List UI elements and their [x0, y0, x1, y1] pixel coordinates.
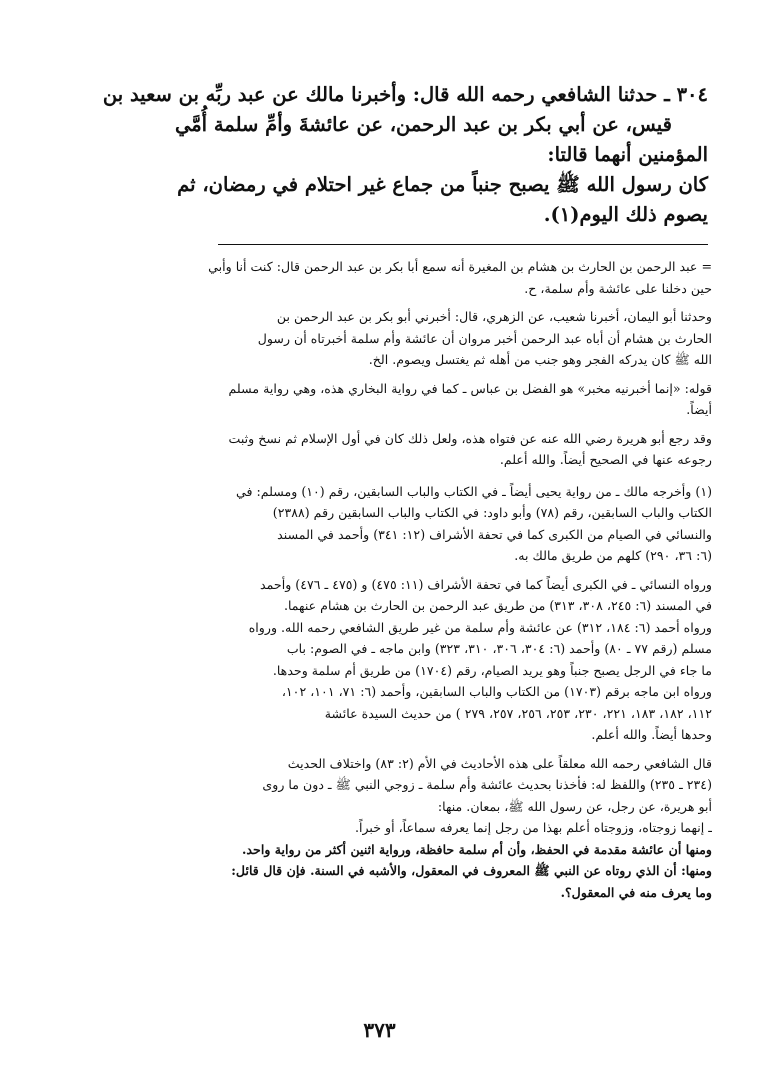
footnote-line: قوله: «إنما أخبرنيه مخبر» هو الفضل بن عباس ـ كما في رواية البخاري هذه، وهي رواية مسلم [228, 380, 712, 396]
footnote-line: أيضاً. [686, 402, 712, 417]
footnote-line: رجوعه عنها في الصحيح أيضاً. والله أعلم. [499, 452, 712, 467]
footnote-line: الكتاب والباب السابقين، رقم (٧٨) وأبو داود: في الكتاب والباب السابقين رقم (٢٣٨٨) [272, 505, 712, 520]
footnote-line: (٦: ٣٦، ٢٩٠) كلهم من طريق مالك به. [514, 548, 712, 563]
footnote-line: (١) وأخرجه مالك ـ من رواية يحيى أيضاً ـ في الكتاب والباب السابقين، رقم (١٠) ومسلم: في [235, 483, 712, 499]
hadith-line: المؤمنين أنهما قالتا: [547, 143, 708, 166]
footnote-line: ما جاء في الرجل يصبح جنباً وهو يريد الصيام، رقم (١٧٠٤) من طريق أم سلمة وحدها. [272, 662, 712, 678]
footnote-line: (٢٣٤ ـ ٢٣٥) واللفظ له: فأخذنا بحديث عائشة وأم سلمة ـ زوجي النبي ﷺ ـ دون ما روى [262, 777, 712, 792]
footnotes [84, 256, 712, 903]
footnote-line: أبو هريرة، عن رجل، عن رسول الله ﷺ، بمعان. منها: [437, 798, 712, 814]
footnote-line: ورواه أحمد (٦: ١٨٤، ٣١٢) عن عائشة وأم سلمة من غير طريق الشافعي رحمه الله. ورواه [248, 619, 712, 635]
hadith-line: قيس، عن أبي بكر بن عبد الرحمن، عن عائشةَ وأمِّ سلمة أُمَّي [174, 113, 672, 136]
footnote-line: قال الشافعي رحمه الله معلقاً على هذه الأحاديث في الأم (٢: ٨٣) واختلاف الحديث [287, 755, 712, 771]
footnote-line: والنسائي في الصيام من الكبرى كما في تحفة الأشراف (١٢: ٣٤١) وأحمد في المسند [277, 526, 712, 542]
footnote-line: وحدثنا أبو اليمان، أخبرنا شعيب، عن الزهري، قال: أخبرني أبو بكر بن عبد الرحمن بن [276, 309, 712, 324]
footnote-line: وقد رجع أبو هريرة رضي الله عنه عن فتواه هذه، ولعل ذلك كان في أول الإسلام ثم نسخ وثبت [228, 430, 712, 446]
footnote-line: وما يعرف منه في المعقول؟. [560, 884, 712, 900]
footnote-line: ١١٢، ١٨٢، ١٨٣، ٢٢١، ٢٣٠، ٢٥٣، ٢٥٦، ٢٥٧، ٢٧٩ ) من حديث السيدة عائشة [324, 705, 712, 721]
footnote-line: في المسند (٦: ٢٤٥، ٣٠٨، ٣١٣) من طريق عبد الرحمن بن الحارث بن هشام عنهما. [283, 598, 712, 613]
footnote-line: ومنها: أن الذي روتاه عن النبي ﷺ المعروف في المعقول، والأشبه في السنة. فإن قال قائل: [231, 863, 712, 878]
hadith-line: يصوم ذلك اليوم(١). [543, 203, 708, 226]
footnote-line: الله ﷺ كان يدركه الفجر وهو جنب من أهله ثم يغتسل ويصوم. الخ. [368, 352, 712, 367]
hadith-line: ٣٠٤ ـ حدثنا الشافعي رحمه الله قال: وأخبرنا مالك عن عبد ربِّه بن سعيد بن [102, 83, 708, 106]
hadith-line: كان رسول الله ﷺ يصبح جنباً من جماع غير احتلام في رمضان، ثم [177, 173, 708, 196]
footnote-line: الحارث بن هشام أن أباه عبد الرحمن أخبر مروان أن عائشة وأم سلمة أخبرتاه أن رسول [257, 330, 712, 346]
footnote-line: = عبد الرحمن بن الحارث بن هشام بن المغيرة أنه سمع أبا بكر بن عبد الرحمن قال: كنت أنا وأبي [208, 259, 712, 274]
hadith-main-text [88, 80, 708, 230]
footnote-line: حين دخلنا على عائشة وأم سلمة، ح. [524, 280, 712, 296]
footnote-line: ورواه النسائي ـ في الكبرى أيضاً كما في تحفة الأشراف (١١: ٤٧٥) و (٤٧٥ ـ ٤٧٦) وأحمد [260, 576, 712, 592]
page-number: ٣٧٣ [363, 1018, 396, 1042]
footnote-line: ـ إنهما زوجتاه، وزوجتاه أعلم بهذا من رجل إنما يعرفه سماعاً، أو خبراً. [354, 820, 712, 835]
footnote-line: ومنها أن عائشة مقدمة في الحفظ، وأن أم سلمة حافظة، ورواية اثنين أكثر من رواية واحد. [242, 841, 712, 857]
footnote-line: وحدها أيضاً. والله أعلم. [591, 727, 712, 742]
footnote-line: ورواه ابن ماجه برقم (١٧٠٣) من الكتاب والباب السابقين، وأحمد (٦: ٧١، ١٠١، ١٠٢، [281, 684, 712, 699]
footnote-separator-rule [218, 244, 708, 245]
footnote-line: مسلم (رقم ٧٧ ـ ٨٠) وأحمد (٦: ٣٠٤، ٣٠٦، ٣١٠، ٣٢٣) وابن ماجه ـ في الصوم: باب [286, 641, 712, 656]
